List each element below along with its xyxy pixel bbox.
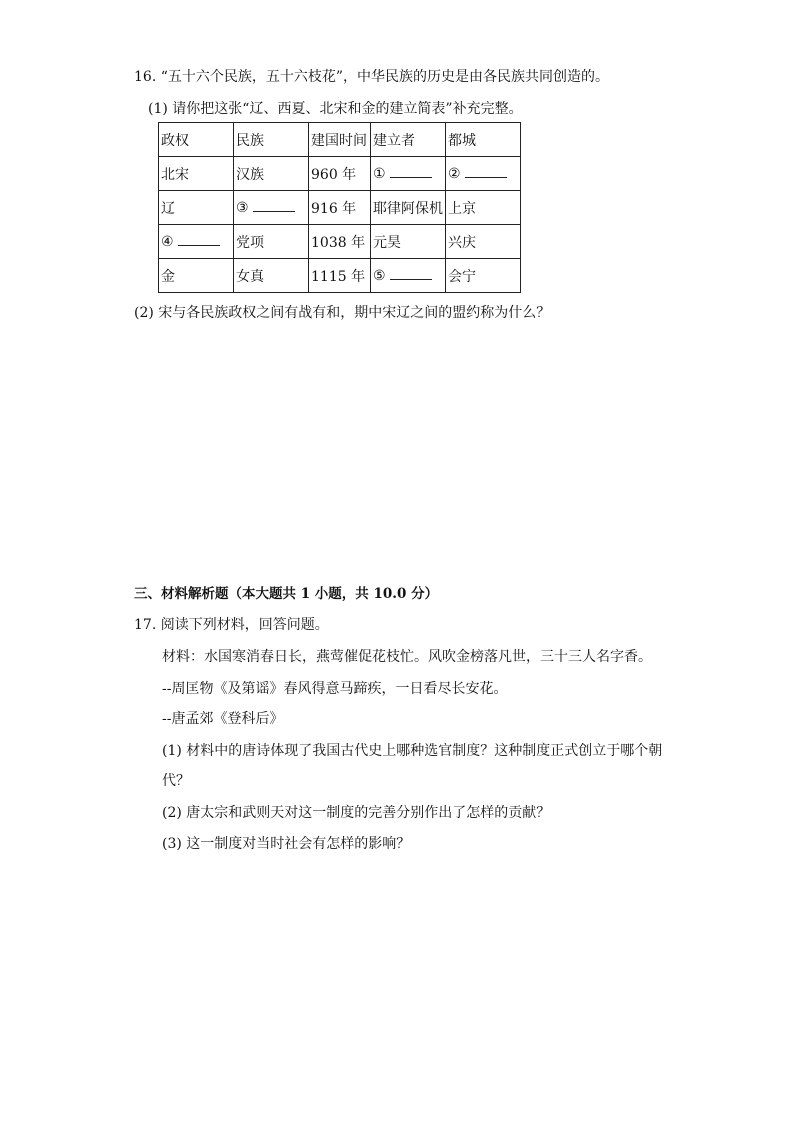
question-16-part-1: (1) 请你把这张“辽、西夏、北宋和金的建立简表”补充完整。 <box>148 101 523 117</box>
table-row <box>159 225 521 259</box>
table-header-cell: 民族 <box>234 123 309 157</box>
table-cell: 元昊 <box>371 225 446 259</box>
table-cell: 916 年 <box>309 191 371 225</box>
blank-number: ② <box>448 166 461 182</box>
material-source: --唐孟郊《登科后》 <box>162 711 284 727</box>
question-17-title: 17. 阅读下列材料，回答问题。 <box>134 617 329 633</box>
table-cell: 上京 <box>446 191 521 225</box>
regime-table <box>158 122 521 293</box>
table-header-cell: 政权 <box>159 123 234 157</box>
question-16-part-2: (2) 宋与各民族政权之间有战有和，期中宋辽之间的盟约称为什么？ <box>134 305 551 321</box>
table-cell-blank <box>234 191 309 225</box>
blank-number: ④ <box>161 234 174 250</box>
table-cell: 耶律阿保机 <box>371 191 446 225</box>
table-cell: 辽 <box>159 191 234 225</box>
blank-number: ① <box>373 166 386 182</box>
table-header-cell: 建立者 <box>371 123 446 157</box>
question-17-part-1: (1) 材料中的唐诗体现了我国古代史上哪种选官制度？这种制度正式创立于哪个朝 <box>162 743 663 759</box>
table-cell-blank <box>371 259 446 293</box>
table-cell: 党项 <box>234 225 309 259</box>
question-17-part-3: (3) 这一制度对当时社会有怎样的影响？ <box>162 836 411 852</box>
answer-blank <box>465 165 507 178</box>
table-cell-blank <box>159 225 234 259</box>
table-row <box>159 191 521 225</box>
blank-number: ⑤ <box>373 268 386 284</box>
table-cell-blank <box>371 157 446 191</box>
table-header-cell: 建国时间 <box>309 123 371 157</box>
table-row <box>159 259 521 293</box>
table-row <box>159 157 521 191</box>
answer-blank <box>390 267 432 280</box>
answer-blank <box>178 233 220 246</box>
question-17-part-1-cont: 代？ <box>162 773 190 789</box>
answer-blank <box>253 199 295 212</box>
table-cell: 女真 <box>234 259 309 293</box>
table-cell: 960 年 <box>309 157 371 191</box>
question-16-title: 16. “五十六个民族，五十六枝花”，中华民族的历史是由各民族共同创造的。 <box>134 69 610 85</box>
question-17-part-2: (2) 唐太宗和武则天对这一制度的完善分别作出了怎样的贡献？ <box>162 805 551 821</box>
material-text: 材料：水国寒消春日长，燕莺催促花枝忙。风吹金榜落凡世，三十三人名字香。 <box>162 649 652 665</box>
material-source: --周匡物《及第谣》春风得意马蹄疾，一日看尽长安花。 <box>162 681 508 697</box>
table-cell: 北宋 <box>159 157 234 191</box>
table-cell: 汉族 <box>234 157 309 191</box>
table-header-cell: 都城 <box>446 123 521 157</box>
table-cell-blank <box>446 157 521 191</box>
table-header-row <box>159 123 521 157</box>
section-heading: 三、材料解析题（本大题共 1 小题，共 10.0 分） <box>134 586 439 602</box>
table-cell: 会宁 <box>446 259 521 293</box>
table-cell: 1115 年 <box>309 259 371 293</box>
table-cell: 金 <box>159 259 234 293</box>
answer-blank <box>390 165 432 178</box>
table-cell: 1038 年 <box>309 225 371 259</box>
table-cell: 兴庆 <box>446 225 521 259</box>
blank-number: ③ <box>236 200 249 216</box>
